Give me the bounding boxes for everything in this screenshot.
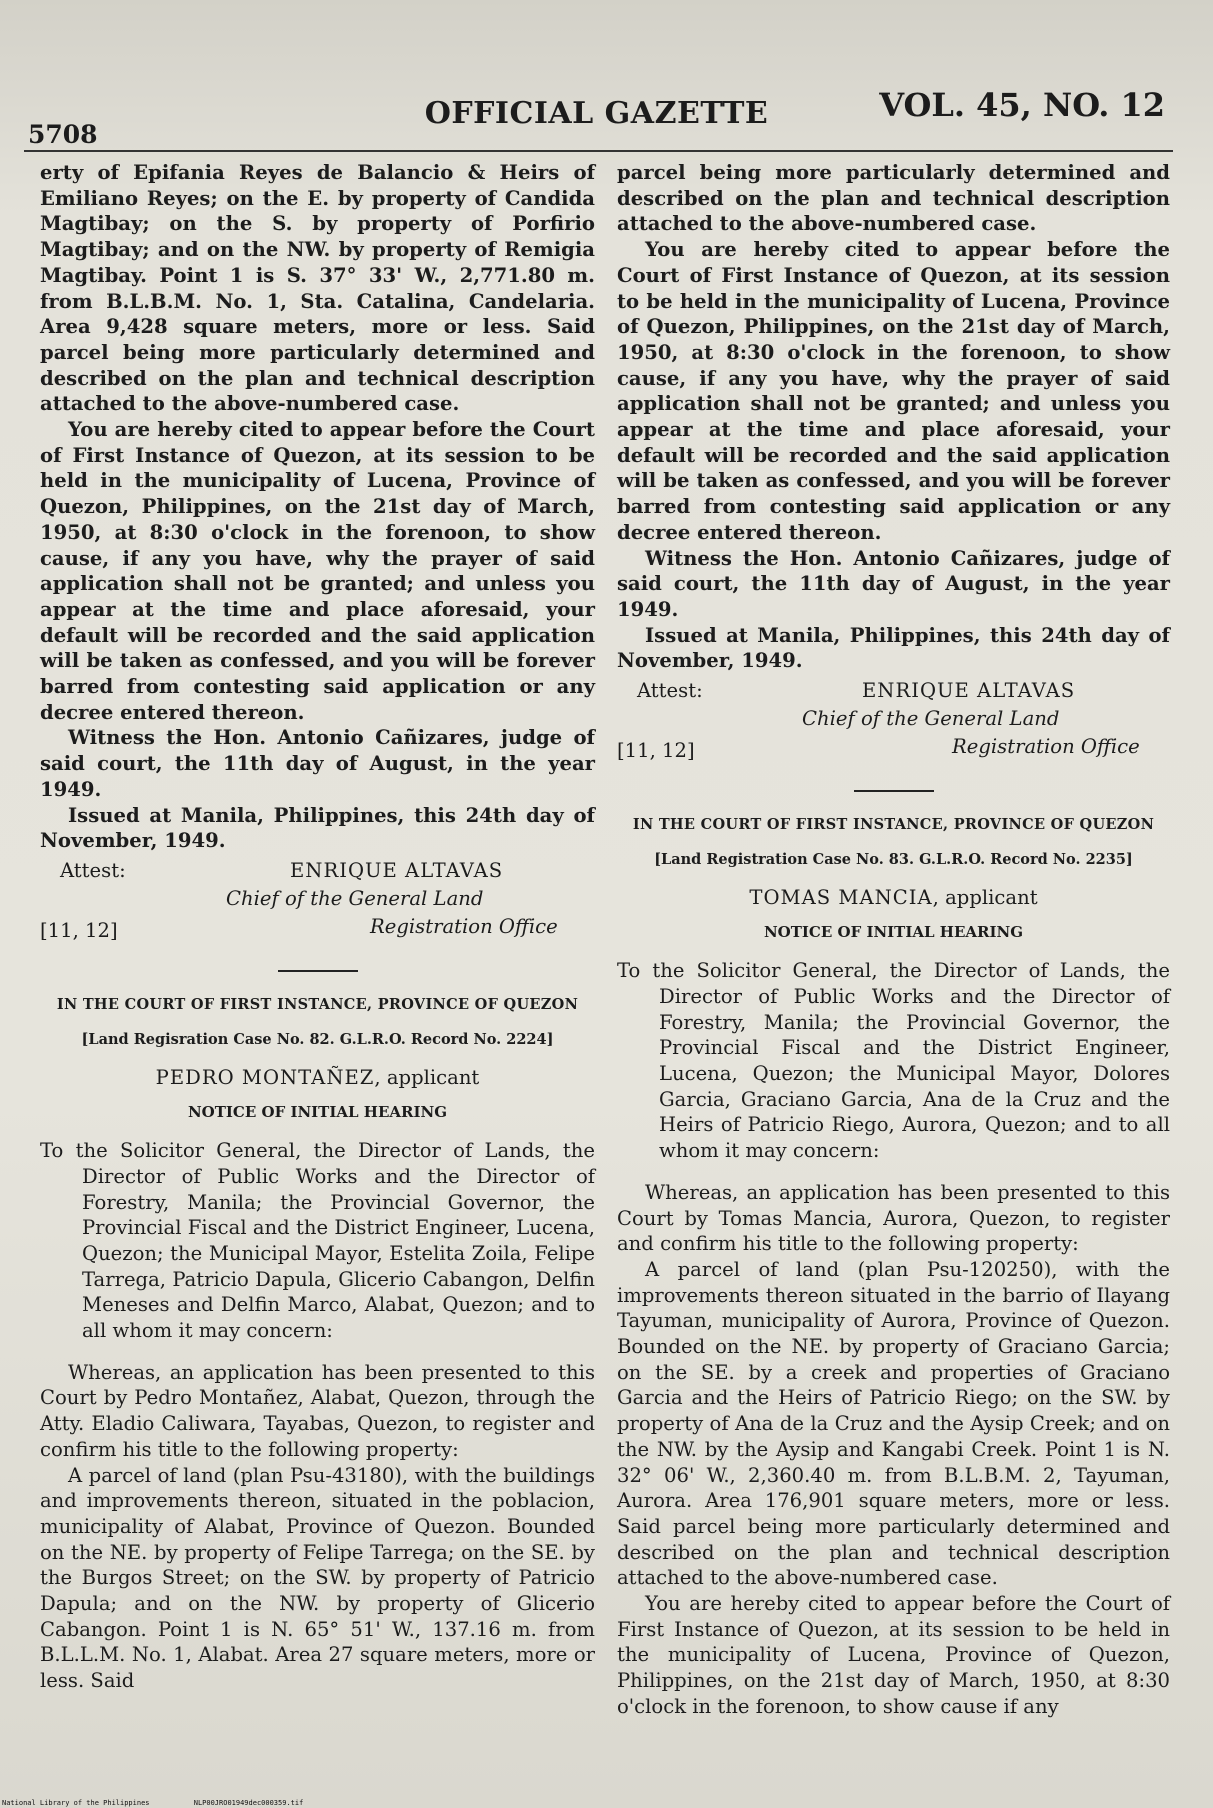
case-number: [Land Regisration Case No. 82. G.L.R.O. Record No. 2224] [81, 1030, 554, 1048]
library-credit: National Library of the Philippines [2, 1799, 150, 1807]
court-heading: IN THE COURT OF FIRST INSTANCE, PROVINCE OF QUEZON [56, 995, 579, 1013]
paragraph: You are hereby cited to appear before the Court of First Instance of Quezon, at its session to be held in the municipality of Lucena, Province of Quezon, Philippines, on the 21st day of March, 1950, at 8:30 o'clock in the forenoon, to show cause if any [617, 1592, 1170, 1718]
paragraph: Whereas, an application has been presented to this Court by Tomas Mancia, Aurora, Quezon, to register and confirm his title to the following property: [617, 1180, 1170, 1256]
paragraph: Witness the Hon. Antonio Cañizares, judge of said court, the 11th day of August, in the year 1949. [40, 726, 595, 801]
addressee-list: To the Solicitor General, the Director of Lands, the Director of Public Works and the Director of Forestry, Manila; the Provincial Governor, the Provincial Fiscal and the District Engineer, Lucena, Quezon; the Municipal Mayor, Estelita Zoila, Felipe Tarrega, Patricio Dapula, Glicerio Cabangon, Delfin Meneses and Delfin Marco, Alabat, Quezon; and to all whom it may concern: [40, 1139, 595, 1343]
signer-title: Registration Office [952, 735, 1140, 759]
publication-title: OFFICIAL GAZETTE [424, 96, 769, 131]
attestation-block [40, 858, 595, 950]
section-divider [278, 970, 358, 972]
paragraph: Issued at Manila, Philippines, this 24th day of November, 1949. [40, 803, 595, 853]
right-column [617, 160, 1170, 1720]
section-divider [854, 790, 934, 792]
paragraph: You are hereby cited to appear before the Court of First Instance of Quezon, at its session to be held in the municipality of Lucena, Province of Quezon, Philippines, on the 21st day of March, 1950, at 8:30 o'clock in the forenoon, to show cause, if any you have, why the prayer of said application shall not be granted; and unless you appear at the time and place aforesaid, your default will be recorded and the said application will be taken as confessed, and you will be forever barred from contesting said application or any decree entered thereon. [40, 418, 595, 724]
applicant-name: TOMAS MANCIA [749, 885, 933, 909]
signer-name: ENRIQUE ALTAVAS [290, 858, 504, 882]
signer-title: Registration Office [370, 914, 558, 938]
applicant-line [40, 1065, 595, 1091]
attest-label: Attest: [637, 679, 703, 703]
file-name: NLP00JRO01949dec000359.tif [193, 1799, 304, 1807]
left-column [40, 160, 595, 1694]
paragraph: parcel being more particularly determined and described on the plan and technical description attached to the above-numbered case. [617, 161, 1170, 236]
addressee-list: To the Solicitor General, the Director of Lands, the Director of Public Works and the Director of Forestry, Manila; the Provincial Governor, the Provincial Fiscal and the District Engineer, Lucena, Quezon; the Municipal Mayor, Dolores Garcia, Graciano Garcia, Ana de la Cruz and the Heirs of Patricio Riego, Aurora, Quezon; and to all whom it may concern: [617, 959, 1170, 1163]
paragraph: Witness the Hon. Antonio Cañizares, judge of said court, the 11th day of August, in the year 1949. [617, 546, 1170, 621]
issue-reference: [11, 12] [40, 918, 118, 942]
scan-footer [2, 1799, 343, 1807]
signer-title: Chief of the General Land [226, 886, 484, 910]
applicant-name: PEDRO MONTAÑEZ [155, 1065, 375, 1089]
attestation-block [617, 678, 1170, 770]
page-header [28, 86, 1165, 150]
paragraph: Issued at Manila, Philippines, this 24th day of November, 1949. [617, 623, 1170, 673]
notice-title: NOTICE OF INITIAL HEARING [763, 923, 1024, 942]
signer-title: Chief of the General Land [802, 707, 1060, 731]
paragraph: You are hereby cited to appear before the Court of First Instance of Quezon, at its session to be held in the municipality of Lucena, Province of Quezon, Philippines, on the 21st day of March, 1950, at 8:30 o'clock in the forenoon, to show cause, if any you have, why the prayer of said application shall not be granted; and unless you appear at the time and place aforesaid, your default will be recorded and the said application will be taken as confessed, and you will be forever barred from contesting said application or any decree entered thereon. [617, 238, 1170, 544]
header-rule [24, 150, 1173, 152]
court-heading: IN THE COURT OF FIRST INSTANCE, PROVINCE OF QUEZON [632, 816, 1155, 834]
paragraph: Whereas, an application has been presented to this Court by Pedro Montañez, Alabat, Quezon, through the Atty. Eladio Caliwara, Tayabas, Quezon, to register and confirm his title to the following property: [40, 1360, 595, 1461]
paragraph: erty of Epifania Reyes de Balancio & Heirs of Emiliano Reyes; on the E. by property of Candida Magtibay; on the S. by property of Porfirio Magtibay; and on the NW. by property of Remigia Magtibay. Point 1 is S. 37° 33' W., 2,771.80 m. from B.L.B.M. No. 1, Sta. Catalina, Candelaria. Area 9,428 square meters, more or less. Said parcel being more particularly determined and described on the plan and technical description attached to the above-numbered case. [40, 161, 595, 416]
case-number: [Land Registration Case No. 83. G.L.R.O. Record No. 2235] [654, 851, 1133, 869]
page-number: 5708 [28, 120, 98, 149]
paragraph: A parcel of land (plan Psu-120250), with the improvements thereon situated in the barrio of Ilayang Tayuman, municipality of Aurora, Province of Quezon. Bounded on the NE. by property of Graciano Garcia; on the SE. by a creek and properties of Graciano Garcia and the Heirs of Patricio Riego; on the SW. by property of Ana de la Cruz and the Aysip Creek; and on the NW. by the Aysip and Kangabi Creek. Point 1 is N. 32° 06' W., 2,360.40 m. from B.L.B.M. 2, Tayuman, Aurora. Area 176,901 square meters, more or less. Said parcel being more particularly determined and described on the plan and technical description attached to the above-numbered case. [617, 1257, 1170, 1590]
volume-number: VOL. 45, NO. 12 [879, 86, 1165, 124]
paragraph: A parcel of land (plan Psu-43180), with the buildings and improvements thereon, situated in the poblacion, municipality of Alabat, Province of Quezon. Bounded on the NE. by property of Felipe Tarrega; on the SE. by the Burgos Street; on the SW. by property of Patricio Dapula; and on the NW. by property of Glicerio Cabangon. Point 1 is N. 65° 51' W., 137.16 m. from B.L.L.M. No. 1, Alabat. Area 27 square meters, more or less. Said [40, 1463, 595, 1693]
notice-title: NOTICE OF INITIAL HEARING [187, 1103, 448, 1122]
applicant-line [617, 885, 1170, 911]
signer-name: ENRIQUE ALTAVAS [862, 679, 1076, 703]
applicant-role: , applicant [374, 1065, 480, 1089]
issue-reference: [11, 12] [617, 739, 695, 763]
attest-label: Attest: [60, 858, 126, 882]
applicant-role: , applicant [932, 885, 1038, 909]
